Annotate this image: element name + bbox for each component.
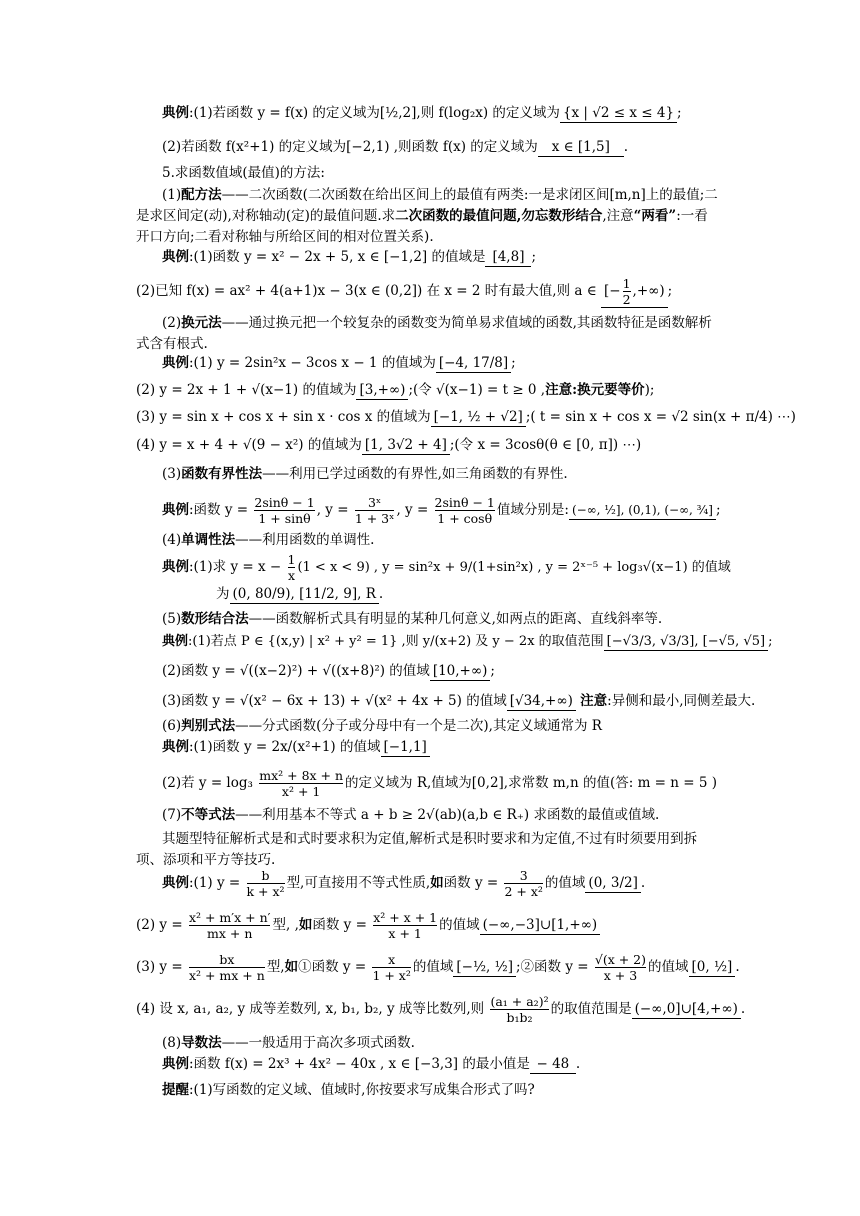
text: :一看开口方向;二看对称轴与所给区间的相对位置关系). xyxy=(136,208,708,245)
den: 1 + 3ˣ xyxy=(354,511,395,526)
method-name: 配方法 xyxy=(181,187,222,203)
label-example: 典例 xyxy=(162,502,189,518)
num: bx xyxy=(219,952,235,967)
answer-blank: x ∈ [1,5] xyxy=(538,139,624,157)
text: :(1)若点 P ∈ {(x,y) | x² + y² = 1} ,则 y/(x+2) 及 y − 2x 的取值范围 xyxy=(188,634,604,649)
den: x + 1 xyxy=(373,925,437,941)
text: 的值域 xyxy=(648,959,689,975)
text: ;②函数 y = xyxy=(515,959,589,975)
den: x² + 1 xyxy=(259,783,343,799)
emphasis: “两看” xyxy=(633,208,677,224)
example-sub-3 xyxy=(136,407,796,427)
fraction xyxy=(254,495,314,526)
text: (3) y = xyxy=(136,959,183,975)
den: x² + mx + n xyxy=(188,968,265,983)
text: ; xyxy=(531,249,537,265)
reminder xyxy=(162,1080,535,1100)
example-sub-4 xyxy=(136,435,641,455)
fraction xyxy=(189,910,271,941)
example-sub-2 xyxy=(136,380,654,400)
text: . xyxy=(640,875,646,891)
text: (2)已知 f(x) = ax² + 4(a+1)x − 3(x ∈ (0,2]) 在 x = 2 时有最大值,则 a ∈ xyxy=(136,283,597,299)
text: ——利用已学过函数的有界性,如三角函数的有界性. xyxy=(262,466,568,482)
method-monotonic xyxy=(162,530,374,550)
method-boundedness xyxy=(162,464,568,484)
text: 为 xyxy=(216,586,230,602)
text: (4) 设 x, a₁, a₂, y 成等差数列, x, b₁, b₂, y 成等比数列,则 xyxy=(136,1001,485,1017)
example-geometric-2 xyxy=(162,661,495,681)
text: (2)若函数 f(x²+1) 的定义域为[−2,1) ,则函数 f(x) 的定义域为 xyxy=(162,139,538,155)
text: :异侧和最小,同侧差最大. xyxy=(607,693,756,709)
text: . xyxy=(623,139,629,155)
text: (4) xyxy=(162,532,182,548)
text: ,注意 xyxy=(602,208,634,224)
text: 型,可直接用不等式性质, xyxy=(286,875,431,891)
text: (2) y = 2x + 1 + √(x−1) 的值域为 xyxy=(136,382,357,398)
emphasis: 注意 xyxy=(580,693,608,709)
label-example: 典例 xyxy=(162,559,189,575)
num: √(x + 2) xyxy=(594,952,647,967)
answer-blank: [3,+∞) xyxy=(356,382,408,400)
num: 3 xyxy=(519,868,528,883)
text: ; xyxy=(716,502,721,518)
text: (5) xyxy=(162,611,182,627)
fraction xyxy=(373,910,437,941)
text: ; xyxy=(667,283,673,299)
text: ; xyxy=(677,105,682,121)
label-example: 典例 xyxy=(162,249,189,265)
answer-blank: [4,8] xyxy=(485,249,531,267)
example-inequality-4 xyxy=(136,992,745,1026)
text: ——通过换元把一个较复杂的函数变为简单易求值域的函数,其函数特征是函数解析式含有根式. xyxy=(136,315,712,352)
text: ; xyxy=(511,355,516,371)
example-bounded xyxy=(162,492,721,528)
example-range-2 xyxy=(136,276,672,308)
answer-blank: [0, ½] xyxy=(689,959,736,977)
answer-blank: (−∞,−3]∪[1,+∞) xyxy=(480,917,601,935)
num: b xyxy=(261,868,270,883)
fraction xyxy=(623,276,631,307)
num: 3ˣ xyxy=(367,495,382,510)
den: x xyxy=(287,568,295,583)
example-geometric-1 xyxy=(162,632,772,652)
example-domain-2 xyxy=(162,137,628,157)
method-substitution xyxy=(136,313,720,355)
label-example: 典例 xyxy=(162,105,189,121)
method-name: 判别式法 xyxy=(181,718,236,734)
text: :(1)求 y = x − xyxy=(189,559,282,575)
text: ); xyxy=(644,382,655,398)
text: (2)函数 y = √((x−2)²) + √((x+8)²) 的值域 xyxy=(162,663,430,679)
text: (1 < x < 9) , y = sin²x + 9/(1+sin²x) , y = 2ˣ⁻⁵ + log₃√(x−1) 的值域 xyxy=(297,560,731,575)
text: :(1)若函数 y = f(x) 的定义域为[½,2],则 f(log₂x) 的定义域为 xyxy=(189,105,560,121)
fraction xyxy=(189,952,265,983)
text: ;(令 x = 3cosθ(θ ∈ [0, π]) ⋯) xyxy=(449,437,642,453)
num: x xyxy=(388,952,396,967)
emphasis: 如 xyxy=(298,917,313,933)
example-monotonic-answer xyxy=(216,584,383,604)
label-example: 典例 xyxy=(162,355,189,371)
fraction xyxy=(504,868,542,899)
text: 函数 y = xyxy=(443,875,499,891)
text: 其题型特征解析式是和式时要求积为定值,解析式是积时要求和为定值,不过有时须要用到拆项、添项和平方等技巧. xyxy=(136,831,698,868)
text: 的取值范围是 xyxy=(550,1001,632,1017)
method-name: 导数法 xyxy=(181,1035,222,1051)
den: b₁b₂ xyxy=(490,1009,548,1025)
example-discriminant-1 xyxy=(162,737,430,757)
label-example: 典例 xyxy=(162,739,189,755)
den: 2 + x² xyxy=(504,884,543,899)
text: :函数 y = xyxy=(189,502,249,518)
text: [− xyxy=(604,283,621,299)
label-example: 典例 xyxy=(162,1056,189,1072)
text: , y = xyxy=(396,502,429,518)
text: (2) xyxy=(162,315,182,331)
den: 1 + x² xyxy=(372,968,411,983)
label-example: 典例 xyxy=(162,634,189,649)
text: 型, xyxy=(266,959,285,975)
text: (1) xyxy=(162,187,182,203)
den: k + x² xyxy=(246,884,285,899)
text: ——利用函数的单调性. xyxy=(235,532,375,548)
num: 1 xyxy=(287,552,296,567)
text: 值域分别是: xyxy=(496,502,569,518)
fraction xyxy=(259,768,343,799)
method-name: 单调性法 xyxy=(181,532,236,548)
fraction xyxy=(355,495,395,526)
text: . xyxy=(740,1001,746,1017)
text: :(1)函数 y = x² − 2x + 5, x ∈ [−1,2] 的值域是 xyxy=(189,249,486,265)
fraction xyxy=(372,952,410,983)
num: x² + m′x + n′ xyxy=(188,910,271,925)
text: (6) xyxy=(162,718,182,734)
den: 1 + cosθ xyxy=(435,510,495,526)
text: :(1) y = xyxy=(189,875,241,891)
text: :(1)函数 y = 2x/(x²+1) 的值域 xyxy=(189,739,381,755)
text: (2)若 y = log₃ xyxy=(162,775,253,791)
text: :函数 f(x) = 2x³ + 4x² − 40x , x ∈ [−3,3] 的最小值是 xyxy=(189,1056,530,1072)
text: 函数 y = xyxy=(312,917,367,933)
example-derivative xyxy=(162,1054,580,1074)
text: ;( t = sin x + cos x = √2 sin(x + π/4) ⋯) xyxy=(525,409,796,425)
method-derivative xyxy=(162,1033,415,1053)
inequality-note xyxy=(136,829,720,871)
den: 1 + sinθ xyxy=(254,510,314,526)
answer-blank: [−√3/3, √3/3], [−√5, √5] xyxy=(604,633,768,651)
text: 的值域 xyxy=(544,875,586,891)
example-inequality-2 xyxy=(136,908,600,942)
text: . xyxy=(575,1056,581,1072)
num: (a₁ + a₂)² xyxy=(490,994,549,1009)
text: (2) y = xyxy=(136,917,183,933)
answer-blank: [−1,1] xyxy=(381,739,430,757)
emphasis: 如 xyxy=(430,875,444,891)
method-completing-square xyxy=(136,185,720,248)
text: (7) xyxy=(162,807,182,823)
text: ,+∞) xyxy=(632,283,665,299)
example-monotonic xyxy=(162,552,731,583)
text: ——函数解析式具有明显的某种几何意义,如两点的距离、直线斜率等. xyxy=(248,611,663,627)
emphasis: 如 xyxy=(284,959,299,975)
text: :(1)写函数的定义域、值域时,你按要求写成集合形式了吗? xyxy=(189,1082,535,1098)
example-sub-1 xyxy=(162,353,516,373)
fraction xyxy=(247,868,285,899)
text: :(1) y = 2sin²x − 3cos x − 1 的值域为 xyxy=(189,355,436,371)
answer-blank: [√34,+∞) xyxy=(507,693,576,711)
emphasis: 注意:换元要等价 xyxy=(545,382,645,398)
answer-blank: (0, 3/2] xyxy=(585,875,640,893)
example-inequality-1 xyxy=(162,866,645,900)
num: 2sinθ − 1 xyxy=(254,495,315,510)
example-inequality-3 xyxy=(136,950,740,984)
answer-blank: [−1, ½ + √2] xyxy=(431,409,526,427)
num: mx² + 8x + n xyxy=(259,768,344,783)
answer-blank xyxy=(601,276,668,308)
text: ——一般适用于高次多项式函数. xyxy=(221,1035,415,1051)
example-range-1 xyxy=(162,247,536,267)
answer-blank: [10,+∞) xyxy=(430,663,491,681)
text: . xyxy=(735,959,740,975)
text: ; xyxy=(768,634,773,649)
text: (4) y = x + 4 + √(9 − x²) 的值域为 xyxy=(136,437,362,453)
text: ;(令 √(x−1) = t ≥ 0 , xyxy=(408,382,546,398)
fraction xyxy=(288,552,296,583)
answer-blank: − 48 xyxy=(530,1056,576,1074)
method-name: 不等式法 xyxy=(181,807,236,823)
label-reminder: 提醒 xyxy=(162,1082,189,1098)
label-example: 典例 xyxy=(162,875,189,891)
answer-blank: (0, 80/9), [11/2, 9], R xyxy=(230,586,379,604)
fraction xyxy=(435,495,495,526)
den: x + 3 xyxy=(595,967,646,983)
answer-blank: [−½, ½] xyxy=(453,959,516,977)
section-heading xyxy=(162,163,325,183)
den: mx + n xyxy=(189,925,271,941)
answer-blank: (−∞,0]∪[4,+∞) xyxy=(632,1001,741,1019)
text: 的值域 xyxy=(439,917,480,933)
method-discriminant xyxy=(162,716,602,736)
num: x² + x + 1 xyxy=(373,910,438,925)
text: 5.求函数值域(最值)的方法: xyxy=(162,165,325,181)
text: ; xyxy=(490,663,495,679)
fraction xyxy=(595,952,646,983)
text: (3)函数 y = √(x² − 6x + 13) + √(x² + 4x + 5) 的值域 xyxy=(162,693,507,709)
method-name: 换元法 xyxy=(181,315,222,331)
text: ——分式函数(分子或分母中有一个是二次),其定义域通常为 R xyxy=(235,718,602,734)
example-discriminant-2 xyxy=(162,766,717,800)
num: 1 xyxy=(622,276,631,291)
text: 的定义域为 R,值域为[0,2],求常数 m,n 的值(答: m = n = 5 ) xyxy=(345,775,717,791)
text: 型, , xyxy=(272,917,299,933)
answer-blank: [1, 3√2 + 4] xyxy=(362,437,450,455)
answer-blank: [−4, 17/8] xyxy=(436,355,511,373)
emphasis: 二次函数的最值问题,勿忘数形结合 xyxy=(395,208,603,224)
text: , y = xyxy=(316,502,349,518)
den: 2 xyxy=(622,292,631,307)
example-domain-1 xyxy=(162,103,682,123)
example-geometric-3 xyxy=(162,691,755,711)
method-geometric xyxy=(162,609,662,629)
text: ——二次函数(二次函数在给出区间上的最值有两类:一是求闭区间[m,n]上的最值;二是求区间定(动),对称轴动(定)的最值问题.求 xyxy=(136,187,718,224)
num: 2sinθ − 1 xyxy=(434,495,495,510)
text: (8) xyxy=(162,1035,182,1051)
text: ——利用基本不等式 a + b ≥ 2√(ab)(a,b ∈ R₊) 求函数的最值或值域. xyxy=(235,807,660,823)
method-name: 函数有界性法 xyxy=(181,466,263,482)
answer-blank: (−∞, ½], (0,1), (−∞, ¾] xyxy=(569,502,716,520)
text: ①函数 y = xyxy=(298,959,367,975)
answer-blank: {x | √2 ≤ x ≤ 4} xyxy=(560,105,677,123)
fraction xyxy=(490,994,548,1025)
text: . xyxy=(378,586,384,602)
text: (3) y = sin x + cos x + sin x · cos x 的值域为 xyxy=(136,409,431,425)
method-inequality xyxy=(162,805,659,825)
text: (3) xyxy=(162,466,182,482)
method-name: 数形结合法 xyxy=(181,611,249,627)
text: 的值域 xyxy=(412,959,454,975)
